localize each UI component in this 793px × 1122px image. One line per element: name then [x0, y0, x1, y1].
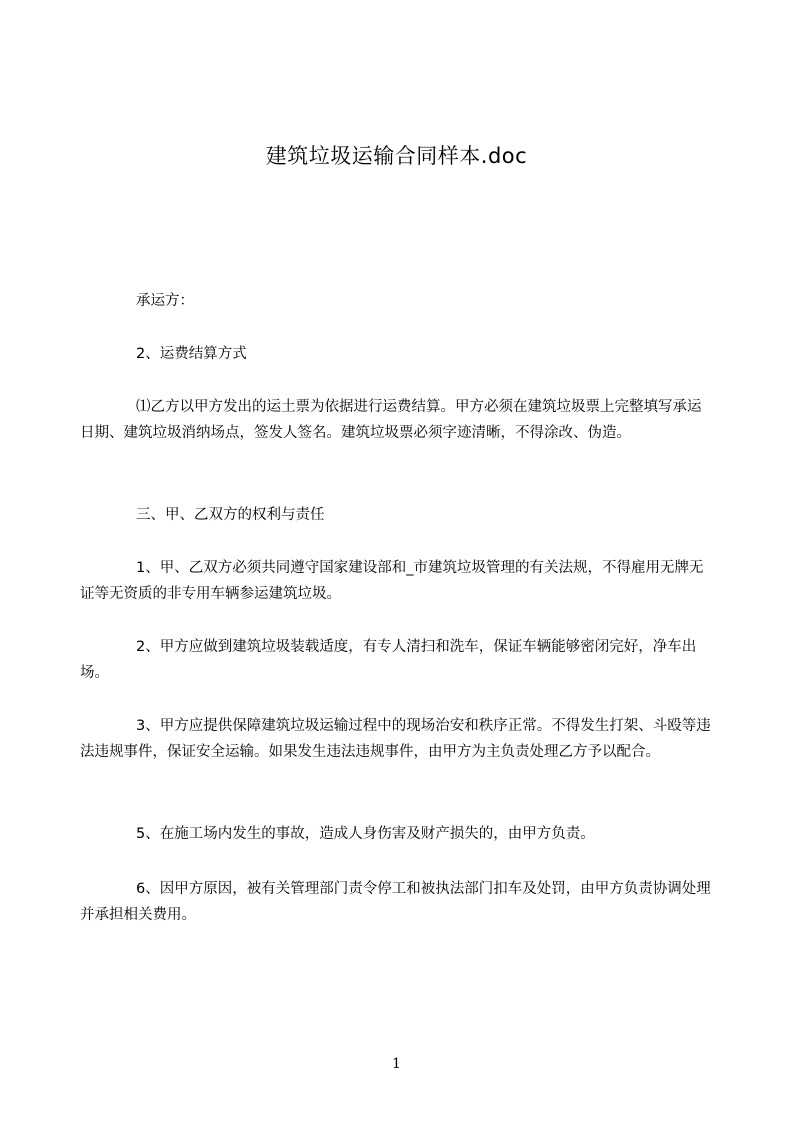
- document-title: 建筑垃圾运输合同样本.doc: [265, 144, 528, 168]
- paragraph-freight-settlement-heading: 2、运费结算方式: [136, 346, 247, 362]
- paragraph-freight-settlement-detail: ⑴乙方以甲方发出的运土票为依据进行运费结算。甲方必须在建筑垃圾票上完整填写承运日期、建筑垃圾消纳场点，签发人签名。建筑垃圾票必须字迹清晰，不得涂改、伪造。: [80, 399, 702, 441]
- paragraph-clause-2: 2、甲方应做到建筑垃圾装载适度，有专人清扫和洗车，保证车辆能够密闭完好，净车出场。: [80, 639, 697, 681]
- paragraph-clause-5: 5、在施工场内发生的事故，造成人身伤害及财产损失的，由甲方负责。: [136, 826, 595, 842]
- page-number: 1: [392, 1056, 401, 1072]
- paragraph-clause-6: 6、因甲方原因，被有关管理部门责令停工和被执法部门扣车及处罚，由甲方负责协调处理并承担相关费用。: [80, 881, 711, 923]
- paragraph-clause-1: 1、甲、乙双方必须共同遵守国家建设部和_市建筑垃圾管理的有关法规，不得雇用无牌无证等无资质的非专用车辆参运建筑垃圾。: [80, 560, 704, 602]
- paragraph-rights-heading: 三、甲、乙双方的权利与责任: [136, 507, 325, 523]
- paragraph-carrier: 承运方：: [136, 293, 194, 309]
- paragraph-clause-3: 3、甲方应提供保障建筑垃圾运输过程中的现场治安和秩序正常。不得发生打架、斗殴等违法违规事件，保证安全运输。如果发生违法违规事件，由甲方为主负责处理乙方予以配合。: [80, 718, 711, 760]
